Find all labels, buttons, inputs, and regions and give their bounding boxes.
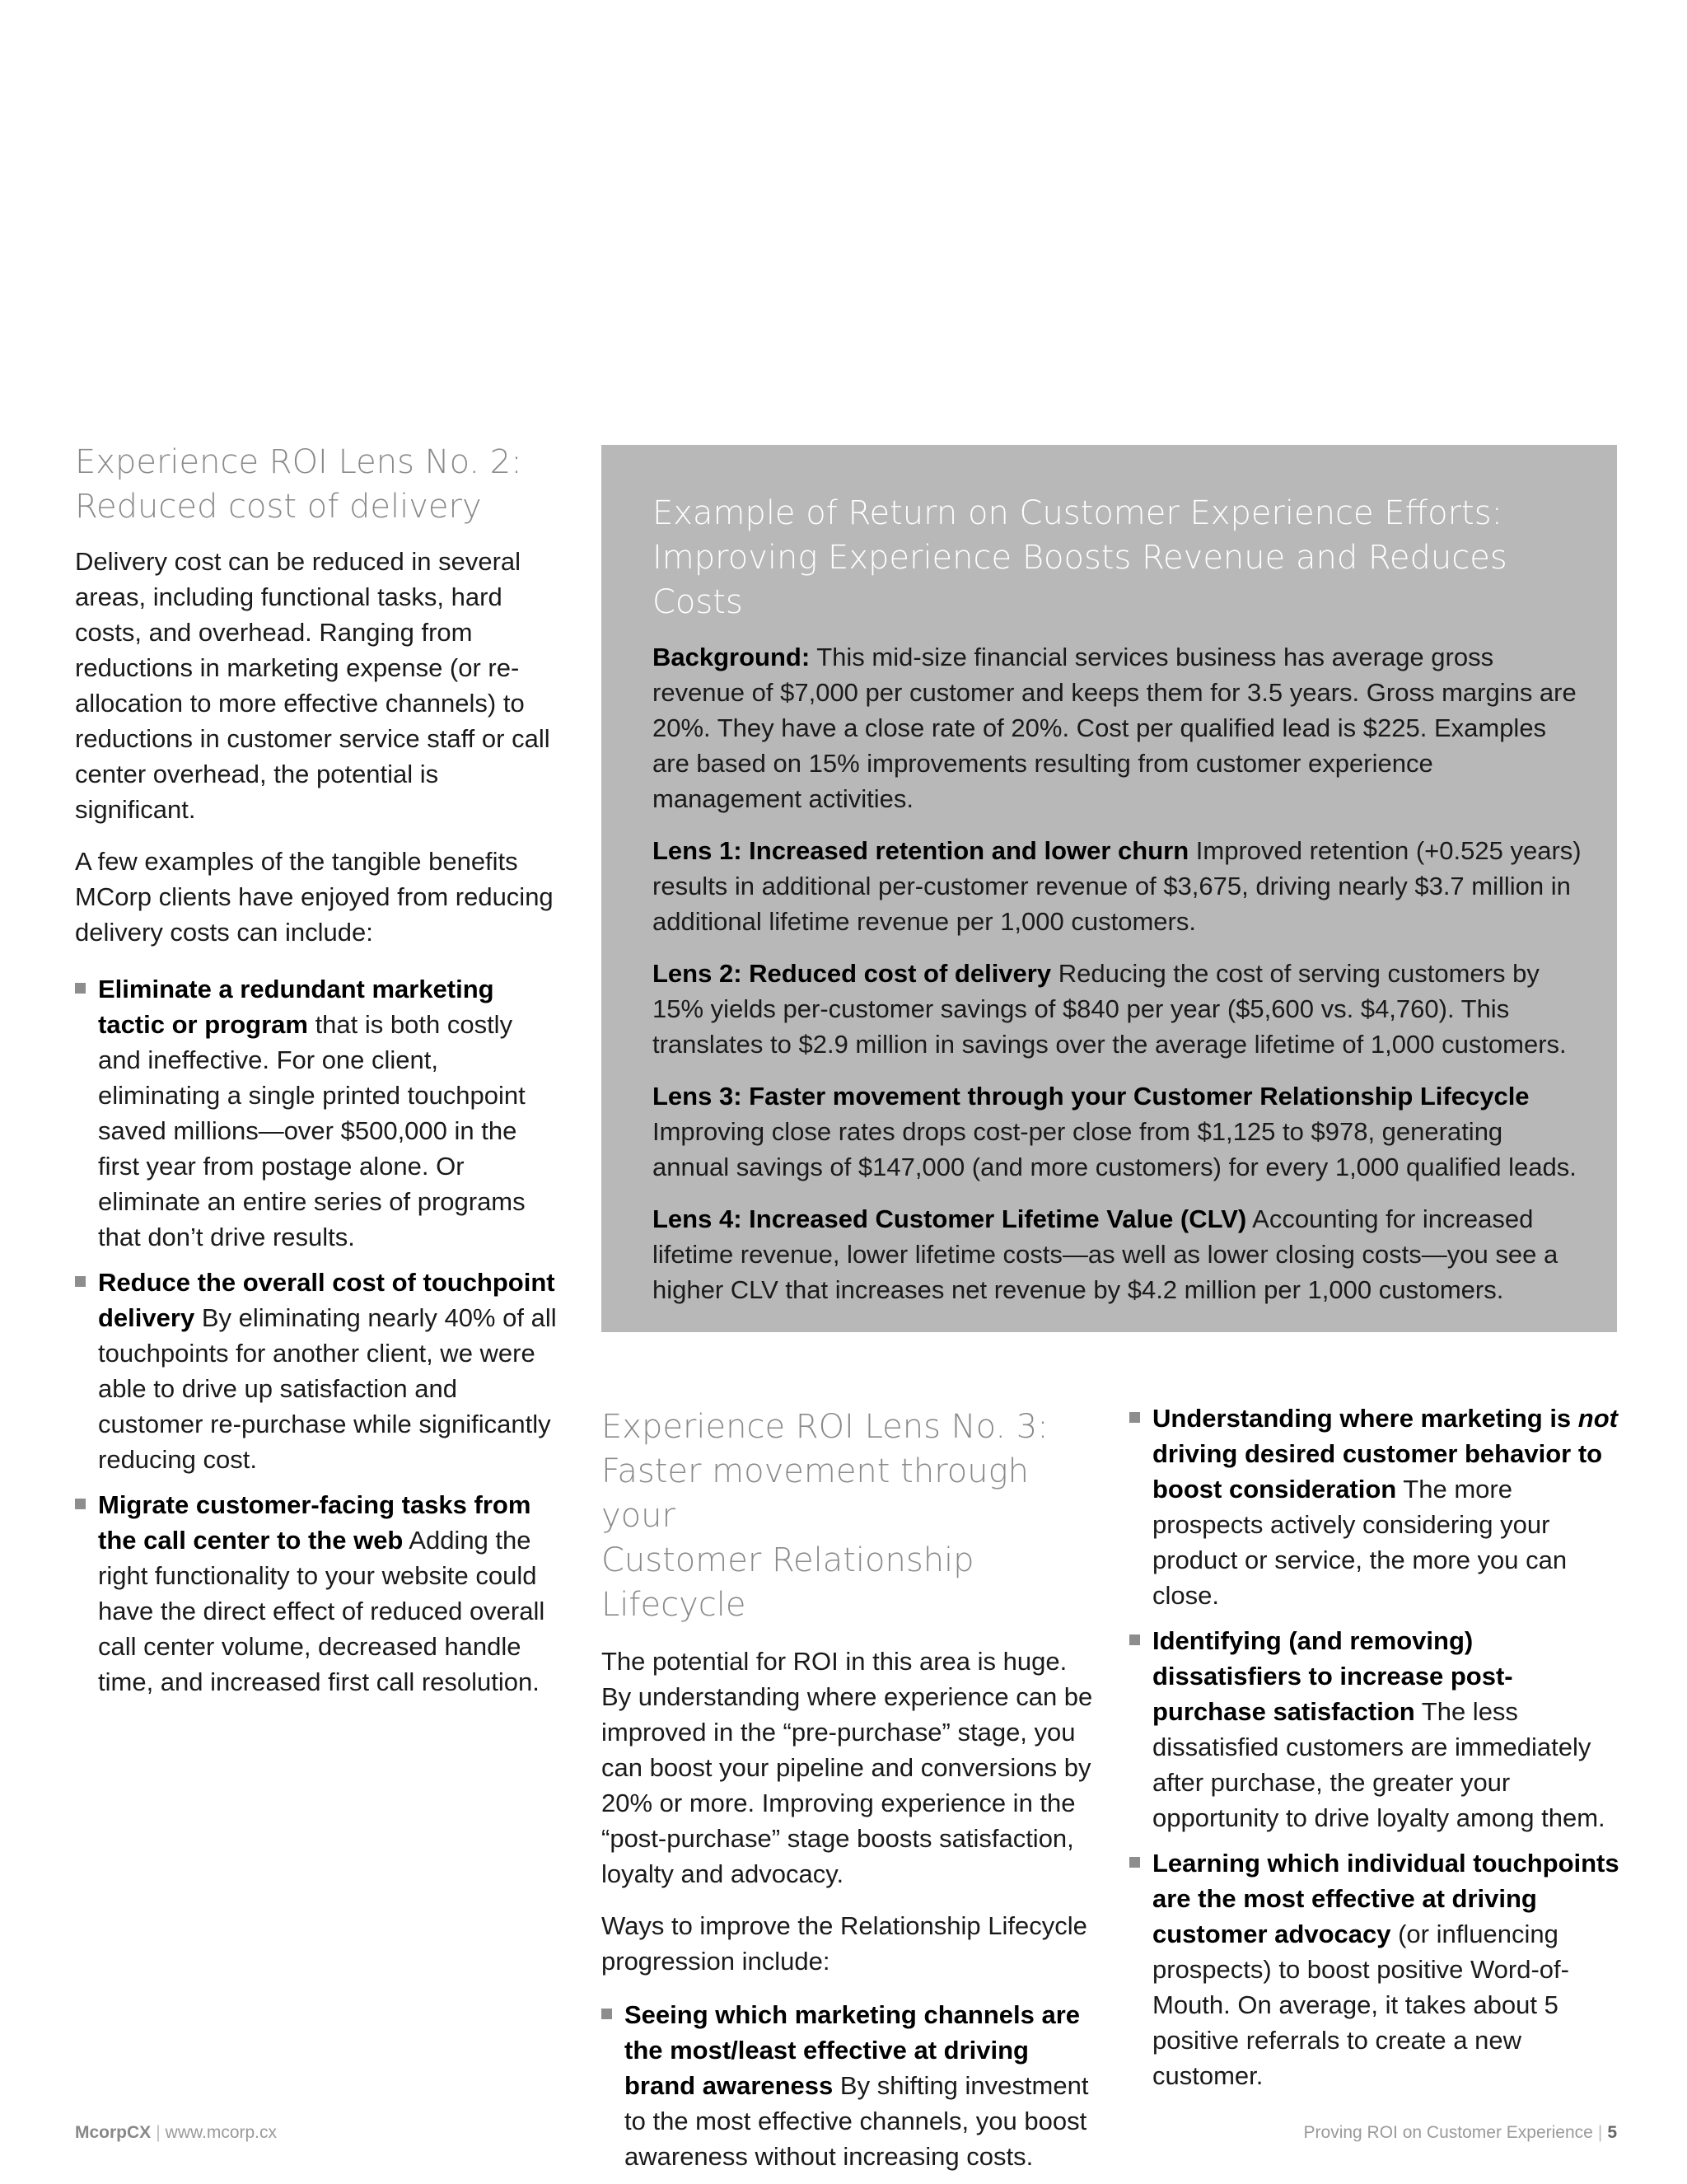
bullet-bold-text: Identifying (and removing) dissatisfiers to increase post-purchase satisfaction [1152, 1626, 1513, 1726]
lens3-bullets-continued [1129, 1401, 1624, 2103]
list-item [601, 1997, 1096, 2174]
lens2-heading [75, 440, 561, 529]
lens2-heading-line1: Experience ROI Lens No. 2: [75, 443, 522, 481]
lens2-paragraph [652, 956, 1584, 1062]
lens3-label: Lens 3: Faster movement through your Customer Relationship Lifecycle [652, 1082, 1530, 1111]
square-bullet-icon [1129, 1857, 1140, 1868]
bullet-text: Adding the right functionality to your website could have the direct effect of reduced overall call center volume, decreased handle time, and increased first call resolution. [98, 1526, 545, 1696]
bullet-bold-text-part1: Understanding where marketing is [1152, 1404, 1578, 1433]
background-paragraph [652, 639, 1584, 816]
example-box-heading [652, 491, 1584, 624]
lens3-heading-line3: Customer Relationship Lifecycle [601, 1541, 974, 1624]
lens2-label: Lens 2: Reduced cost of delivery [652, 959, 1052, 988]
lens4-label: Lens 4: Increased Customer Lifetime Value (CLV) [652, 1204, 1247, 1233]
background-label: Background: [652, 643, 811, 671]
lens3-bullet-list [601, 1997, 1096, 2174]
list-item [75, 1265, 561, 1477]
example-heading-line1: Example of Return on Customer Experience Efforts: [652, 494, 1503, 532]
lens2-text: Reducing the cost of serving customers by 15% yields per-customer savings of $840 per year ($5,600 vs. $4,760). This translates to $2.9 million in savings over the average lifetime of 1,000 customers. [652, 959, 1567, 1059]
lens2-examples-paragraph: A few examples of the tangible benefits MCorp clients have enjoyed from reducing delivery costs can include: [75, 847, 554, 947]
footer-brand: McorpCX [75, 2123, 152, 2142]
lens3-bullet-list-continued [1129, 1401, 1624, 2093]
list-item [1129, 1401, 1624, 1613]
footer-doc-title: Proving ROI on Customer Experience [1303, 2123, 1593, 2142]
bullet-text: that is both costly and ineffective. For one client, eliminating a single printed touchpoint saved millions—over $500,000 in the first year from postage alone. Or eliminate an entire series of programs that don’t drive results. [98, 1010, 526, 1251]
lens3-heading-line2: Faster movement through your [601, 1452, 1029, 1535]
lens2-heading-line2: Reduced cost of delivery [75, 488, 482, 526]
bullet-bold-text [1152, 1404, 1618, 1504]
lens3-paragraph [652, 1078, 1584, 1185]
bullet-text: The less dissatisfied customers are immediately after purchase, the greater your opportunity to drive loyalty among them. [1152, 1697, 1605, 1832]
footer-url[interactable]: www.mcorp.cx [165, 2123, 278, 2142]
square-bullet-icon [75, 1499, 86, 1509]
footer-right [1304, 2121, 1617, 2145]
bullet-bold-text: Eliminate a redundant marketing tactic or program [98, 975, 494, 1039]
square-bullet-icon [1129, 1634, 1140, 1645]
lens3-text: Improving close rates drops cost-per close from $1,125 to $978, generating annual savings of $147,000 (and more customers) for every 1,000 qualified leads. [652, 1117, 1577, 1181]
footer-separator: | [156, 2123, 161, 2142]
list-item [75, 1487, 561, 1700]
lens1-text: Improved retention (+0.525 years) results in additional per-customer revenue of $3,675, driving nearly $3.7 million in additional lifetime revenue per 1,000 customers. [652, 836, 1582, 936]
lens4-paragraph [652, 1201, 1584, 1307]
bullet-bold-text: Learning which individual touchpoints are the most effective at driving customer advocacy [1152, 1849, 1619, 1948]
lens3-ways-paragraph: Ways to improve the Relationship Lifecycle progression include: [601, 1911, 1087, 1976]
footer-left [75, 2121, 277, 2145]
bullet-bold-text-part2: driving desired customer behavior to boost consideration [1152, 1439, 1603, 1504]
square-bullet-icon [1129, 1412, 1140, 1423]
lens3-heading [601, 1405, 1096, 1627]
list-item [75, 971, 561, 1255]
lens3-heading-line1: Experience ROI Lens No. 3: [601, 1408, 1049, 1446]
square-bullet-icon [75, 983, 86, 994]
lens3-section [601, 1405, 1096, 2184]
lens2-bullet-list [75, 971, 561, 1700]
lens1-paragraph [652, 833, 1584, 939]
lens1-label: Lens 1: Increased retention and lower churn [652, 836, 1189, 865]
roi-example-box [601, 445, 1617, 1332]
lens2-intro-paragraph: Delivery cost can be reduced in several areas, including functional tasks, hard costs, and overhead. Ranging from reductions in marketing expense (or re-allocation to more effective channels) to reductions in customer service staff or call center overhead, the potential is significant. [75, 547, 550, 824]
bullet-text: (or influencing prospects) to boost positive Word-of-Mouth. On average, it takes about 5 positive referrals to create a new customer. [1152, 1920, 1569, 2090]
bullet-text: By eliminating nearly 40% of all touchpoints for another client, we were able to drive up satisfaction and customer re-purchase while significantly reducing cost. [98, 1303, 557, 1474]
list-item [1129, 1623, 1624, 1836]
bullet-bold-emphasis: not [1577, 1404, 1618, 1433]
lens3-intro-paragraph: The potential for ROI in this area is huge. By understanding where experience can be improved in the “pre-purchase” stage, you can boost your pipeline and conversions by 20% or more. Improving experience in the “post-purchase” stage boosts satisfaction, loyalty and advocacy. [601, 1647, 1093, 1888]
footer-separator: | [1597, 2123, 1603, 2142]
lens4-text: Accounting for increased lifetime revenue, lower lifetime costs—as well as lower closing costs—you see a higher CLV that increases net revenue by $4.2 million per 1,000 customers. [652, 1204, 1558, 1304]
bullet-text: By shifting investment to the most effective channels, you boost awareness without increasing costs. [624, 2071, 1089, 2171]
bullet-bold-text: Reduce the overall cost of touchpoint delivery [98, 1268, 555, 1332]
bullet-bold-text: Seeing which marketing channels are the most/least effective at driving brand awareness [624, 2000, 1081, 2100]
square-bullet-icon [75, 1276, 86, 1287]
bullet-text: The more prospects actively considering your product or service, the more you can close. [1152, 1475, 1568, 1610]
page-number: 5 [1607, 2123, 1617, 2142]
background-text: This mid-size financial services business has average gross revenue of $7,000 per customer and keeps them for 3.5 years. Gross margins are 20%. They have a close rate of 20%. Cost per qualified lead is $225. Examples are based on 15% improvements resulting from customer experience management activities. [652, 643, 1577, 813]
example-heading-line2: Improving Experience Boosts Revenue and Reduces Costs [652, 539, 1507, 621]
lens2-section [75, 440, 561, 1709]
list-item [1129, 1845, 1624, 2093]
bullet-bold-text: Migrate customer-facing tasks from the call center to the web [98, 1490, 531, 1555]
square-bullet-icon [601, 2009, 612, 2019]
